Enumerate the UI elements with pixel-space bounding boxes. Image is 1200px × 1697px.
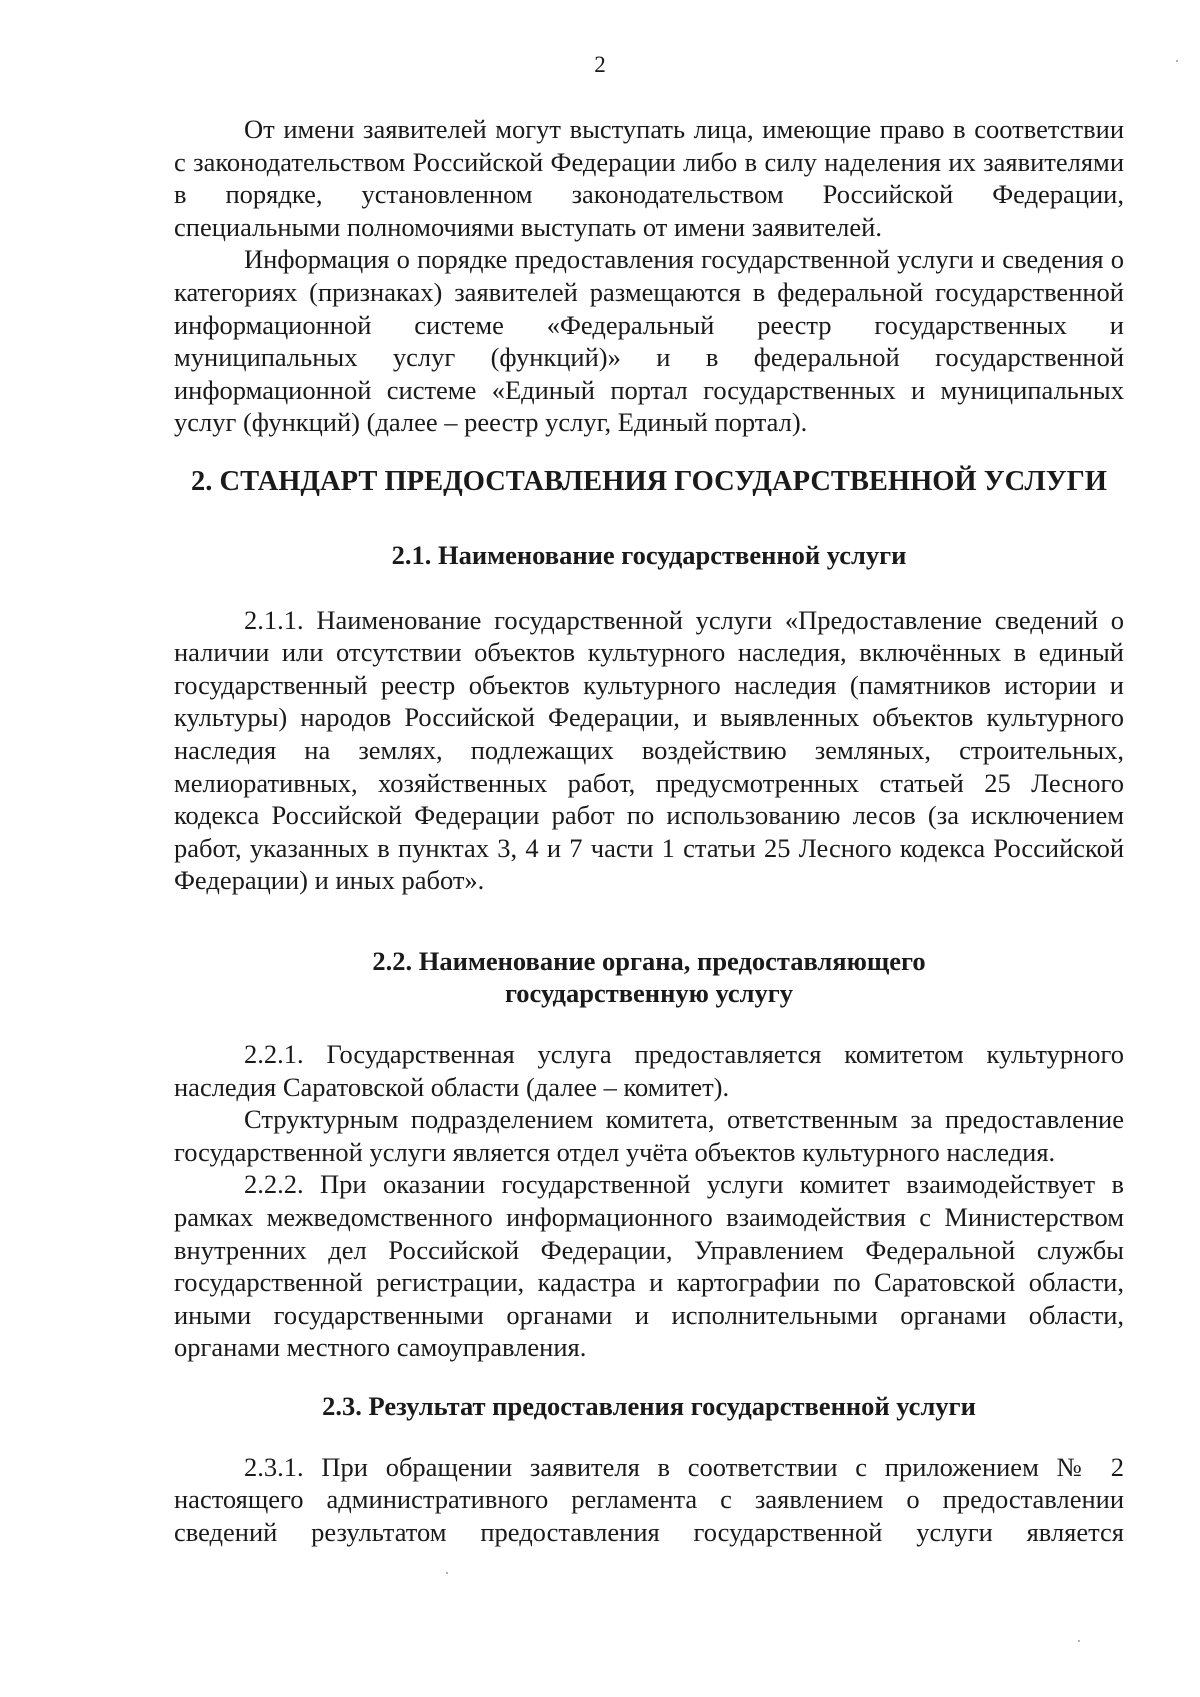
scan-speck (1078, 1640, 1080, 1642)
subsection-heading-2-1: 2.1. Наименование государственной услуги (391, 539, 907, 570)
page-number: 2 (594, 52, 606, 77)
paragraph-2-2-1: 2.2.1. Государственная услуга предоставляется комитетом культурного наследия Саратовской области (далее – комитет). (174, 1039, 1124, 1102)
paragraph-information-placement: Информация о порядке предоставления государственной услуги и сведения о категориях (признаках) заявителей размещаются в федеральной государственной информационной системе «Федеральный реестр государственных и муниципальных услуг (функций)» и в федеральной государственной информационной системе «Единый портал государственных и муниципальных услуг (функций) (далее – реестр услуг, Единый портал). (174, 244, 1124, 438)
subsection-heading-2-2 (174, 945, 1124, 1010)
subsection-heading-2-2-line2: государственную услугу (504, 978, 794, 1009)
paragraph-structural-unit: Структурным подразделением комитета, ответственным за предоставление государственной услуги является отдел учёта объектов культурного наследия. (174, 1104, 1124, 1167)
scan-speck (446, 1572, 448, 1574)
paragraph-applicant-representatives: От имени заявителей могут выступать лица, имеющие право в соответствии с законодательством Российской Федерации либо в силу наделения их заявителями в порядке, установленном законодательством Российской Федерации, специальными полномочиями выступать от имени заявителей. (174, 114, 1124, 242)
subsection-heading-2-3: 2.3. Результат предоставления государственной услуги (322, 1391, 976, 1421)
paragraph-2-1-1: 2.1.1. Наименование государственной услуги «Предоставление сведений о наличии или отсутствии объектов культурного наследия, включённых в единый государственный реестр объектов культурного наследия (памятников истории и культуры) народов Российской Федерации, и выявленных объектов культурного наследия на землях, подлежащих воздействию земляных, строительных, мелиоративных, хозяйственных работ, предусмотренных статьей 25 Лесного кодекса Российской Федерации работ по использованию лесов (за исключением работ, указанных в пунктах 3, 4 и 7 части 1 статьи 25 Лесного кодекса Российской Федерации) и иных работ». (174, 604, 1124, 896)
section-heading-standard: 2. СТАНДАРТ ПРЕДОСТАВЛЕНИЯ ГОСУДАРСТВЕННОЙ УСЛУГИ (191, 465, 1107, 497)
document-body (174, 113, 1124, 1548)
subsection-heading-2-2-line1: 2.2. Наименование органа, предоставляющего (372, 945, 926, 976)
paragraph-2-2-2: 2.2.2. При оказании государственной услуги комитет взаимодействует в рамках межведомственного информационного взаимодействия с Министерством внутренних дел Российской Федерации, Управлением Федеральной службы государственной регистрации, кадастра и картографии по Саратовской области, иными государственными органами и исполнительными органами области, органами местного самоуправления. (174, 1169, 1124, 1363)
scan-speck (1176, 60, 1178, 62)
paragraph-2-3-1: 2.3.1. При обращении заявителя в соответствии с приложением № 2 настоящего административного регламента с заявлением о предоставлении сведений результатом предоставления государственной услуги является (174, 1451, 1124, 1547)
